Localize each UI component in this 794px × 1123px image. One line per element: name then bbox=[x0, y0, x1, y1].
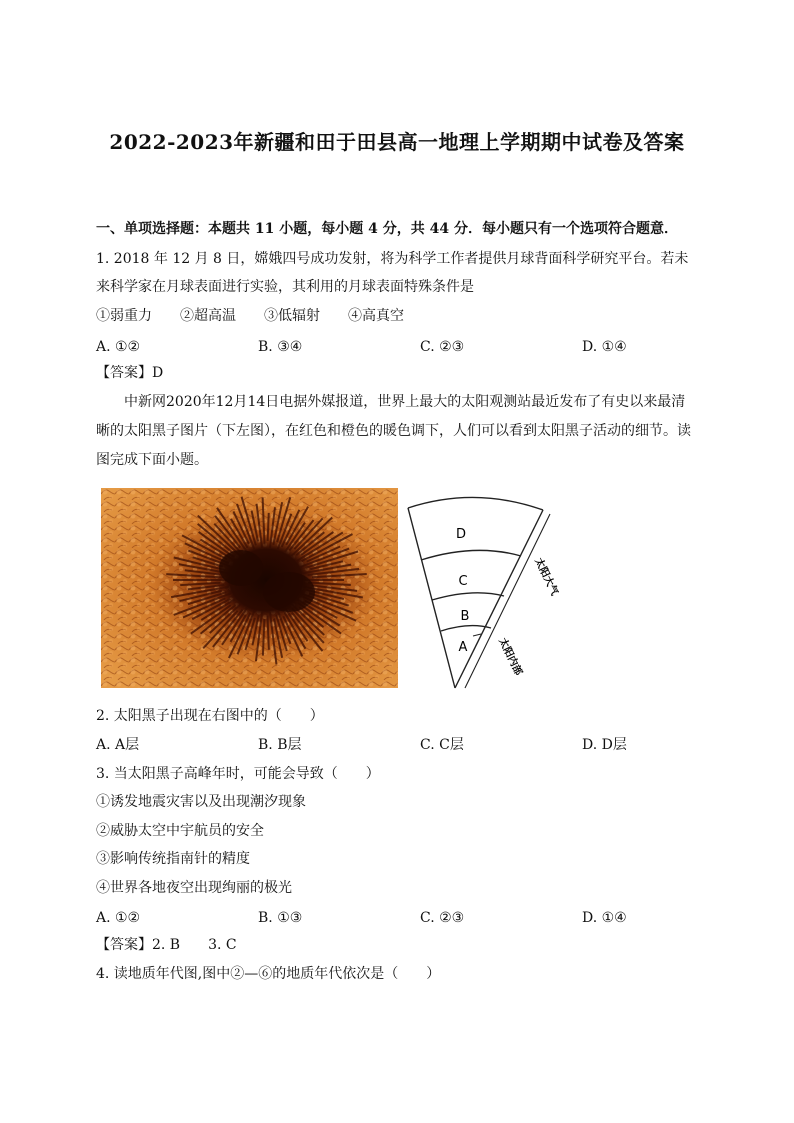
outer-atmosphere-label: 太阳大气 bbox=[532, 556, 560, 598]
q3-option-d: D. ①④ bbox=[582, 910, 627, 926]
passage-line2: 晰的太阳黑子图片（下左图），在红色和橙色的暖色调下，人们可以看到太阳黑子活动的细节。读 bbox=[96, 423, 691, 439]
section-heading: 一、单项选择题：本题共 11 小题，每小题 4 分，共 44 分．每小题只有一个选项符合题意． bbox=[96, 221, 678, 237]
layer-d-label: D bbox=[455, 527, 467, 542]
layer-a-label: A bbox=[458, 640, 468, 655]
q3-item-4: ④世界各地夜空出现绚丽的极光 bbox=[96, 880, 292, 896]
layer-b-label: B bbox=[460, 609, 470, 624]
q1-stem-line2: 来科学家在月球表面进行实验，其利用的月球表面特殊条件是 bbox=[96, 279, 474, 295]
q3-option-a: A. ①② bbox=[96, 910, 141, 926]
q1-option-d: D. ①④ bbox=[582, 339, 627, 355]
interior-label: 太阳内部 bbox=[496, 636, 524, 678]
q2-option-d: D. D层 bbox=[582, 737, 627, 753]
q3-stem: 3. 当太阳黑子高峰年时，可能会导致（ ） bbox=[96, 766, 380, 782]
q3-item-3: ③影响传统指南针的精度 bbox=[96, 851, 250, 867]
passage-line3: 图完成下面小题。 bbox=[96, 452, 208, 468]
q2-q3-answer: 【答案】2. B 3. C bbox=[96, 937, 237, 953]
sunspot-photo bbox=[101, 488, 398, 688]
q3-option-c: C. ②③ bbox=[420, 910, 465, 926]
q3-item-2: ②威胁太空中宇航员的安全 bbox=[96, 823, 264, 839]
q4-stem: 4. 读地质年代图,图中②—⑥的地质年代依次是（ ） bbox=[96, 966, 441, 982]
q2-option-a: A. A层 bbox=[96, 737, 140, 753]
q1-option-a: A. ①② bbox=[96, 339, 141, 355]
q3-option-b: B. ①③ bbox=[258, 910, 303, 926]
q1-conditions: ①弱重力 ②超高温 ③低辐射 ④高真空 bbox=[96, 308, 404, 324]
q2-stem: 2. 太阳黑子出现在右图中的（ ） bbox=[96, 708, 324, 724]
q3-item-1: ①诱发地震灾害以及出现潮汐现象 bbox=[96, 794, 306, 810]
q1-option-c: C. ②③ bbox=[420, 339, 465, 355]
q2-option-b: B. B层 bbox=[258, 737, 302, 753]
q1-answer: 【答案】D bbox=[96, 365, 164, 381]
q1-stem-line1: 1. 2018 年 12 月 8 日，嫦娥四号成功发射，将为科学工作者提供月球背面科学研究平台。若未 bbox=[96, 251, 689, 267]
q2-option-c: C. C层 bbox=[420, 737, 464, 753]
q1-option-b: B. ③④ bbox=[258, 339, 303, 355]
passage-line1: 中新网2020年12月14日电据外媒报道，世界上最大的太阳观测站最近发布了有史以来最清 bbox=[124, 394, 686, 410]
page-title: 2022-2023年新疆和田于田县高一地理上学期期中试卷及答案 bbox=[109, 130, 685, 154]
sun-structure-diagram bbox=[403, 488, 563, 693]
layer-c-label: C bbox=[458, 574, 468, 589]
